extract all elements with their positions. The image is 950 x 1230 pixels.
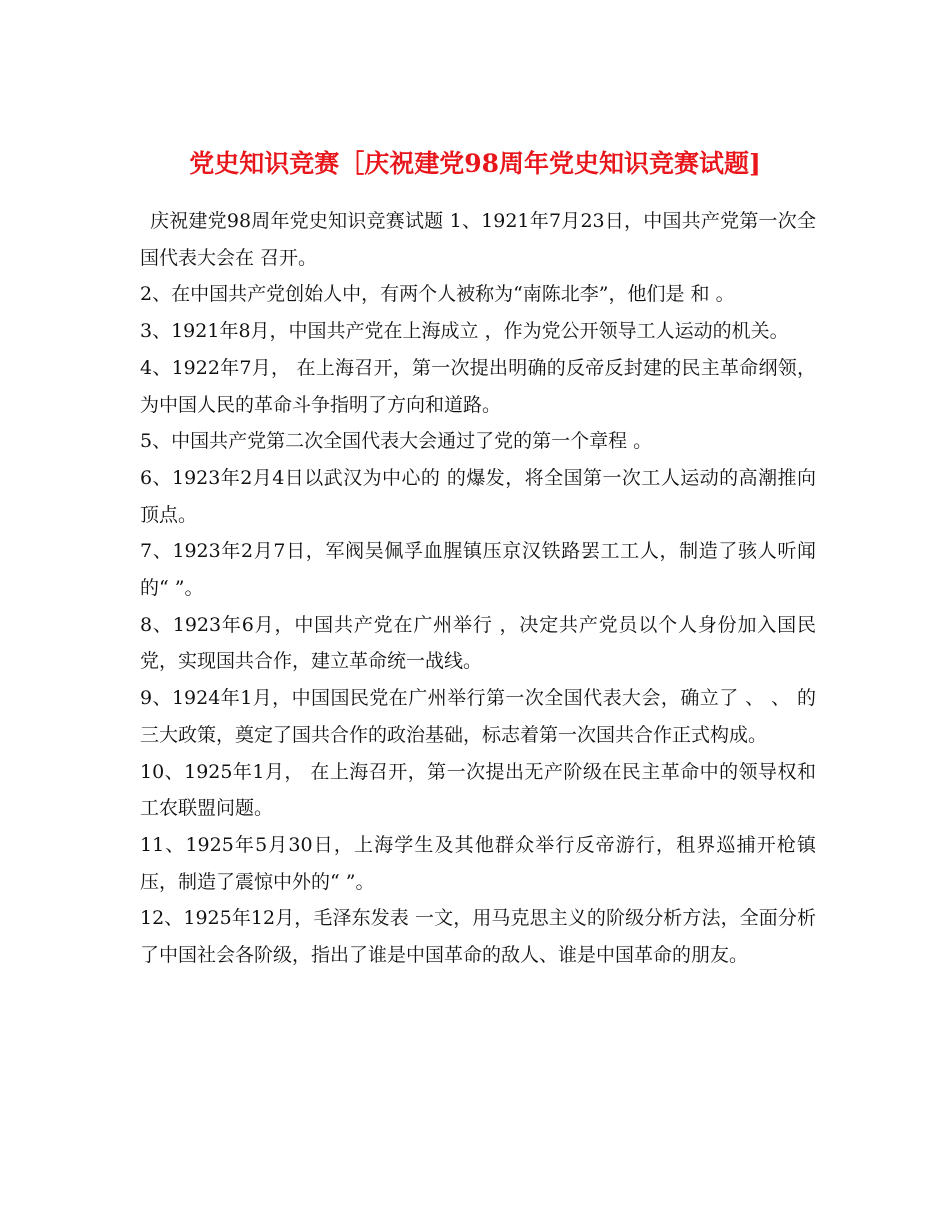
paragraph-9: 9、1924年1月，中国国民党在广州举行第一次全国代表大会，确立了 、 、 的三大政策，奠定了国共合作的政治基础，标志着第一次国共合作正式构成。 [140, 687, 816, 746]
paragraph-4: 4、1922年7月， 在上海召开，第一次提出明确的反帝反封建的民主革命纲领，为中国人民的革命斗争指明了方向和道路。 [140, 356, 816, 416]
paragraph-3: 3、1921年8月，中国共产党在上海成立 ，作为党公开领导工人运动的机关。 [140, 320, 789, 343]
paragraph-6: 6、1923年2月4日以武汉为中心的 的爆发，将全国第一次工人运动的高潮推向顶点。 [140, 466, 816, 526]
page-title: 党史知识竞赛［庆祝建党98周年党史知识竞赛试题] [189, 148, 761, 178]
paragraph-2: 2、在中国共产党创始人中，有两个人被称为“南陈北李”，他们是 和 。 [140, 283, 735, 306]
paragraph-7: 7、1923年2月7日，军阀吴佩孚血腥镇压京汉铁路罢工工人，制造了骇人听闻的“ ”。 [140, 540, 816, 600]
paragraph-12: 12、1925年12月，毛泽东发表 一文，用马克思主义的阶级分析方法，全面分析了中国社会各阶级，指出了谁是中国革命的敌人、谁是中国革命的朋友。 [140, 907, 816, 967]
paragraph-8: 8、1923年6月，中国共产党在广州举行 ，决定共产党员以个人身份加入国民党，实现国共合作，建立革命统一战线。 [140, 613, 816, 673]
paragraph-1: 庆祝建党98周年党史知识竞赛试题 1、1921年7月23日，中国共产党第一次全国代表大会在 召开。 [140, 210, 816, 269]
paragraph-10: 10、1925年1月， 在上海召开，第一次提出无产阶级在民主革命中的领导权和工农联盟问题。 [140, 760, 816, 820]
paragraph-5: 5、中国共产党第二次全国代表大会通过了党的第一个章程 。 [140, 430, 653, 453]
document-body [140, 203, 816, 974]
paragraph-11: 11、1925年5月30日，上海学生及其他群众举行反帝游行，租界巡捕开枪镇压，制造了震惊中外的“ ”。 [140, 833, 816, 893]
